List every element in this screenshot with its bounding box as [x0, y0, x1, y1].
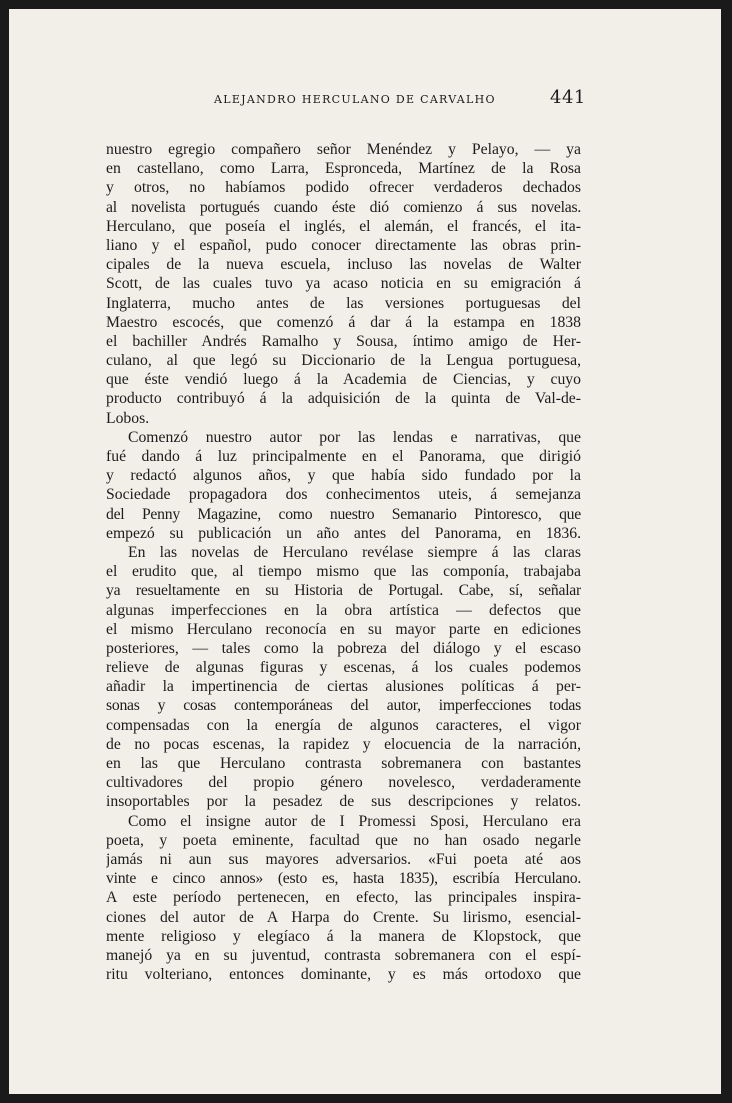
text-line: posteriores, — tales como la pobreza del diálogo y el escaso	[106, 639, 581, 657]
text-line: En las novelas de Herculano revélase siempre á las claras	[128, 543, 581, 561]
text-line: algunas imperfecciones en la obra artística — defectos que	[106, 601, 581, 619]
text-line: manejó ya en su juventud, contrasta sobremanera con el espí-	[106, 946, 581, 964]
text-line: relieve de algunas figuras y escenas, á los cuales podemos	[106, 659, 581, 677]
text-line: que éste vendió luego á la Academia de Ciencias, y cuyo	[106, 371, 581, 389]
page-number: 441	[550, 87, 586, 108]
text-line: al novelista portugués cuando éste dió comienzo á sus novelas.	[106, 198, 581, 216]
text-line: vinte e cinco annos» (esto es, hasta 1835), escribía Herculano.	[106, 870, 581, 888]
text-line: en castellano, como Larra, Espronceda, Martínez de la Rosa	[106, 160, 581, 178]
text-line: de no pocas escenas, la rapidez y elocuencia de la narración,	[106, 735, 581, 753]
text-line: y redactó algunos años, y que había sido fundado por la	[106, 467, 581, 485]
text-line: A este período pertenecen, en efecto, las principales inspira-	[106, 889, 581, 907]
text-line: Comenzó nuestro autor por las lendas e narrativas, que	[128, 428, 581, 446]
text-line: producto contribuyó á la adquisición de la quinta de Val-de-	[106, 390, 581, 408]
text-line: culano, al que legó su Diccionario de la Lengua portuguesa,	[106, 352, 581, 370]
text-line: jamás ni aun sus mayores adversarios. «Fui poeta até aos	[106, 850, 581, 868]
text-line: el erudito que, al tiempo mismo que las componía, trabajaba	[106, 563, 581, 581]
text-line: mente religioso y elegíaco á la manera de Klopstock, que	[106, 927, 581, 945]
text-line: del Penny Magazine, como nuestro Semanario Pintoresco, que	[106, 505, 581, 523]
text-line: liano y el español, pudo conocer directamente las obras prin-	[106, 236, 581, 254]
text-line: añadir la impertinencia de ciertas alusiones políticas á per-	[106, 678, 581, 696]
book-page	[9, 9, 721, 1094]
text-line: sonas y cosas contemporáneas del autor, imperfecciones todas	[106, 697, 581, 715]
body-text	[106, 140, 581, 984]
text-line: cipales de la nueva escuela, incluso las novelas de Walter	[106, 256, 581, 274]
text-line: el mismo Herculano reconocía en su mayor parte en ediciones	[106, 620, 581, 638]
text-line: Maestro escocés, que comenzó á dar á la estampa en 1838	[106, 313, 581, 331]
text-line: ritu volteriano, entonces dominante, y es más ortodoxo que	[106, 966, 581, 984]
text-line: cultivadores del propio género novelesco, verdaderamente	[106, 774, 581, 792]
text-line: Lobos.	[106, 409, 150, 427]
text-line: Inglaterra, mucho antes de las versiones portuguesas del	[106, 294, 581, 312]
text-line: Scott, de las cuales tuvo ya acaso noticia en su emigración á	[106, 275, 581, 293]
text-line: Sociedade propagadora dos conhecimentos uteis, á semejanza	[106, 486, 581, 504]
text-line: ciones del autor de A Harpa do Crente. Su lirismo, esencial-	[106, 908, 581, 926]
text-line: en las que Herculano contrasta sobremanera con bastantes	[106, 755, 581, 772]
text-line: poeta, y poeta eminente, facultad que no han osado negarle	[106, 831, 581, 849]
text-line: Herculano, que poseía el inglés, el alemán, el francés, el ita-	[106, 217, 581, 235]
text-line: el bachiller Andrés Ramalho y Sousa, íntimo amigo de Her-	[106, 332, 581, 350]
text-line: ya resueltamente en su Historia de Portugal. Cabe, sí, señalar	[106, 582, 581, 600]
text-line: Como el insigne autor de I Promessi Sposi, Herculano era	[128, 812, 581, 830]
text-line: nuestro egregio compañero señor Menéndez y Pelayo, — ya	[106, 141, 581, 158]
text-line: insoportables por la pesadez de sus descripciones y relatos.	[106, 793, 581, 811]
text-line: empezó su publicación un año antes del Panorama, en 1836.	[106, 524, 581, 542]
text-line: fué dando á luz principalmente en el Panorama, que dirigió	[106, 448, 581, 465]
running-title: ALEJANDRO HERCULANO DE CARVALHO	[214, 93, 496, 106]
text-line: y otros, no habíamos podido ofrecer verdaderos dechados	[106, 179, 581, 197]
text-line: compensadas con la energía de algunos caracteres, el vigor	[106, 716, 581, 734]
